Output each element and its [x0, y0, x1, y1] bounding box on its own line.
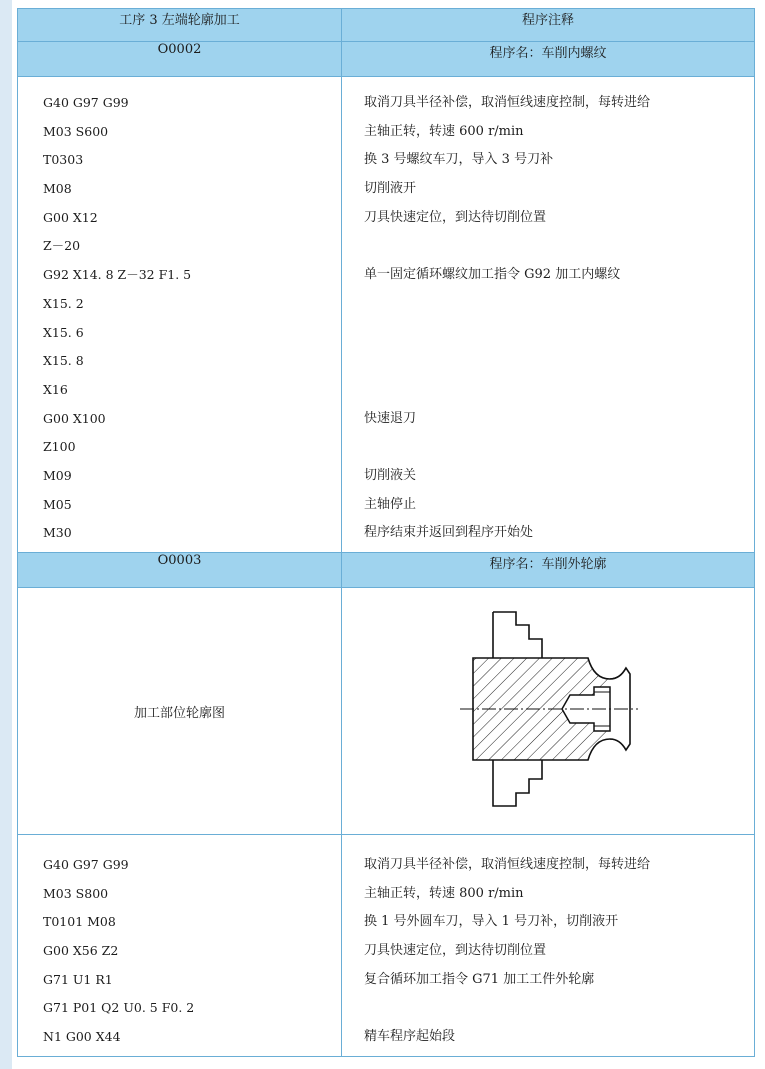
- comment-line: [364, 347, 754, 376]
- comment-line: 换 3 号螺纹车刀，导入 3 号刀补: [364, 152, 554, 168]
- code-line: G40 G97 G99: [43, 857, 129, 872]
- program1-name: 程序名：车削内螺纹: [342, 42, 755, 77]
- program1-notes-column: [342, 77, 755, 553]
- code-line: X15. 2: [43, 295, 84, 311]
- comment-line: 取消刀具半径补偿，取消恒线速度控制，每转进给: [364, 95, 651, 110]
- comment-line: [364, 376, 754, 405]
- code-line: Z－20: [43, 238, 81, 254]
- code-line: M03 S800: [43, 885, 109, 901]
- comment-line: 主轴停止: [364, 496, 417, 512]
- code-line: T0303: [43, 152, 84, 168]
- figure-row: [18, 588, 755, 835]
- comment-line: 快速退刀: [364, 410, 417, 426]
- comment-line: 取消刀具半径补偿，取消恒线速度控制，每转进给: [364, 857, 651, 872]
- comment-line: 刀具快速定位，到达待切削位置: [364, 943, 547, 959]
- code-line: X16: [43, 381, 68, 397]
- code-line: M03 S600: [43, 123, 109, 139]
- program1-number: O0002: [18, 42, 342, 77]
- code-line: M08: [43, 181, 72, 197]
- code-line: G71 U1 R1: [43, 971, 113, 987]
- code-line: M09: [43, 467, 72, 483]
- comment-line: 精车程序起始段: [364, 1029, 456, 1045]
- comment-line: 换 1 号外圆车刀，导入 1 号刀补，切削液开: [364, 914, 619, 930]
- comment-line: [364, 433, 754, 462]
- comment-line: [364, 232, 754, 261]
- program2-name: 程序名：车削外轮廓: [342, 553, 755, 588]
- comment-line: 主轴正转，转速 800 r/min: [364, 885, 524, 901]
- comment-line: 切削液开: [364, 181, 417, 197]
- code-line: G00 X12: [43, 209, 98, 225]
- comment-line: 单一固定循环螺纹加工指令 G92 加工内螺纹: [364, 267, 621, 283]
- program1-header-row: [18, 42, 755, 77]
- program2-body-row: [18, 835, 755, 1057]
- left-margin-strip: [0, 0, 12, 1069]
- code-line: Z100: [43, 439, 76, 455]
- comment-line: [364, 319, 754, 348]
- code-line: T0101 M08: [43, 914, 116, 930]
- table-header-row: [18, 9, 755, 42]
- comment-line: 刀具快速定位，到达待切削位置: [364, 209, 547, 225]
- code-line: X15. 6: [43, 324, 84, 340]
- part-profile-drawing: [342, 588, 754, 834]
- program2-notes-column: [342, 835, 755, 1057]
- code-line: G71 P01 Q2 U0. 5 F0. 2: [43, 1000, 195, 1016]
- code-line: M05: [43, 496, 72, 512]
- code-line: G00 X100: [43, 410, 106, 426]
- comment-line: 程序结束并返回到程序开始处: [364, 525, 534, 541]
- code-line: M30: [43, 525, 72, 541]
- comment-line: [364, 290, 754, 319]
- comment-line: 主轴正转，转速 600 r/min: [364, 123, 524, 139]
- comment-line: 复合循环加工指令 G71 加工工件外轮廓: [364, 971, 595, 987]
- code-line: X15. 8: [43, 353, 84, 369]
- program2-number: O0003: [18, 553, 342, 588]
- code-line: G00 X56 Z2: [43, 943, 119, 959]
- program2-header-row: [18, 553, 755, 588]
- program2-code-column: [18, 835, 342, 1057]
- code-line: G40 G97 G99: [43, 95, 129, 110]
- program1-body-row: [18, 77, 755, 553]
- profile-figure-cell: [342, 588, 755, 835]
- program-table: [17, 8, 755, 1057]
- program1-code-column: [18, 77, 342, 553]
- comment-line: 切削液关: [364, 467, 417, 483]
- code-line: G92 X14. 8 Z－32 F1. 5: [43, 267, 192, 283]
- code-line: N1 G00 X44: [43, 1029, 121, 1045]
- header-process-title: 工序 3 左端轮廓加工: [18, 9, 342, 42]
- header-comment-title: 程序注释: [342, 9, 755, 42]
- figure-label: 加工部位轮廓图: [18, 588, 342, 835]
- comment-line: [364, 994, 754, 1023]
